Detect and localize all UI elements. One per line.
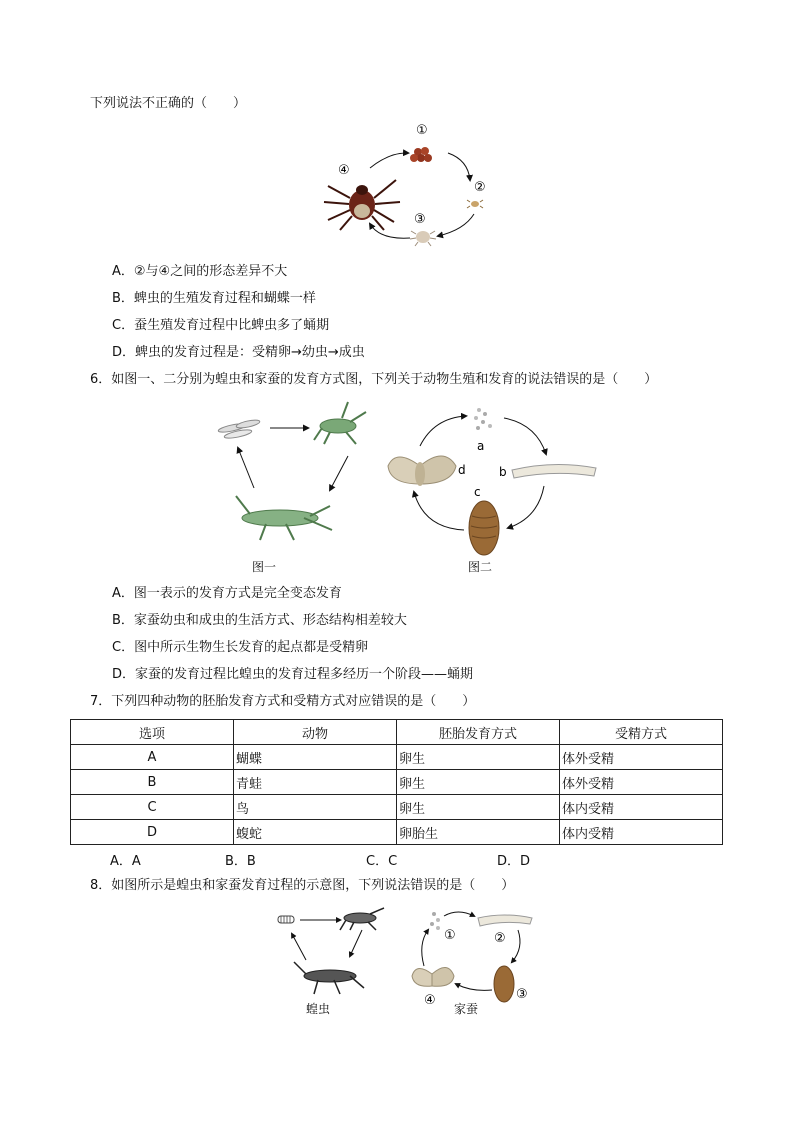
table-row bbox=[71, 795, 723, 820]
table-cell: 体内受精 bbox=[560, 820, 723, 845]
table-cell: 鸟 bbox=[234, 795, 397, 820]
table-cell: B bbox=[71, 770, 234, 795]
silkworm-label-d: d bbox=[458, 463, 466, 477]
table-cell: 体外受精 bbox=[560, 770, 723, 795]
q8-silkworm-figure bbox=[408, 904, 538, 1004]
q8-left-caption: 蝗虫 bbox=[306, 1002, 331, 1016]
tick-label-1: ① bbox=[416, 123, 428, 138]
tick-eggs-icon bbox=[410, 147, 432, 162]
table-cell: A bbox=[71, 745, 234, 770]
locust-development-figure bbox=[210, 398, 370, 548]
q7-option-b[interactable]: B．B bbox=[225, 854, 256, 869]
q6-option-c[interactable]: C．图中所示生物生长发育的起点都是受精卵 bbox=[112, 640, 369, 655]
locust-eggs-icon bbox=[218, 419, 261, 440]
q6-option-d[interactable]: D．家蚕的发育过程比蝗虫的发育过程多经历一个阶段——蛹期 bbox=[112, 667, 474, 682]
silkworm-eggs-icon bbox=[474, 408, 492, 430]
table-cell: 青蛙 bbox=[234, 770, 397, 795]
q7-stem: 7．下列四种动物的胚胎发育方式和受精方式对应错误的是（ ） bbox=[90, 694, 476, 709]
col-header: 受精方式 bbox=[560, 720, 723, 745]
table-cell: 卵生 bbox=[397, 745, 560, 770]
table-cell: 卵生 bbox=[397, 770, 560, 795]
q5-option-c[interactable]: C．蚕生殖发育过程中比蜱虫多了蛹期 bbox=[112, 318, 330, 333]
q8-silkmoth-icon bbox=[412, 967, 454, 986]
q8-label-1: ① bbox=[444, 928, 456, 943]
q5-option-a[interactable]: A．②与④之间的形态差异不大 bbox=[112, 264, 288, 279]
q6-stem: 6．如图一、二分别为蝗虫和家蚕的发育方式图，下列关于动物生殖和发育的说法错误的是（ ） bbox=[90, 372, 658, 387]
q8-label-4: ④ bbox=[424, 993, 436, 1004]
q7-option-d[interactable]: D．D bbox=[497, 854, 531, 869]
q8-silkworm-eggs-icon bbox=[430, 912, 440, 930]
table-row bbox=[71, 820, 723, 845]
q6-option-b[interactable]: B．家蚕幼虫和成虫的生活方式、形态结构相差较大 bbox=[112, 613, 407, 628]
fig2-caption: 图二 bbox=[468, 560, 493, 574]
tick-larva-icon bbox=[467, 200, 483, 208]
q8-stem: 8．如图所示是蝗虫和家蚕发育过程的示意图，下列说法错误的是（ ） bbox=[90, 878, 515, 893]
table-cell: C bbox=[71, 795, 234, 820]
table-header-row bbox=[71, 720, 723, 745]
q5-stem: 下列说法不正确的（ ） bbox=[90, 96, 247, 111]
table-cell: 蝮蛇 bbox=[234, 820, 397, 845]
q8-locust-nymph-icon bbox=[340, 908, 384, 930]
col-header: 胚胎发育方式 bbox=[397, 720, 560, 745]
q8-silkworm-pupa-icon bbox=[494, 966, 514, 1002]
col-header: 选项 bbox=[71, 720, 234, 745]
silkworm-label-a: a bbox=[477, 439, 485, 453]
adult-locust-icon bbox=[236, 496, 332, 540]
table-cell: 体内受精 bbox=[560, 795, 723, 820]
table-cell: D bbox=[71, 820, 234, 845]
tick-adult-icon bbox=[324, 180, 400, 230]
table-row bbox=[71, 745, 723, 770]
q8-right-caption: 家蚕 bbox=[454, 1002, 479, 1016]
q5-option-d[interactable]: D．蜱虫的发育过程是：受精卵→幼虫→成虫 bbox=[112, 345, 365, 360]
tick-nymph-icon bbox=[410, 231, 436, 246]
silkworm-label-b: b bbox=[499, 465, 507, 479]
q7-option-c[interactable]: C．C bbox=[366, 854, 398, 869]
silkworm-pupa-icon bbox=[469, 501, 499, 555]
tick-life-cycle-figure bbox=[318, 118, 498, 248]
silkworm-label-c: c bbox=[474, 485, 481, 499]
q8-locust-figure bbox=[270, 900, 400, 1000]
table-cell: 蝴蝶 bbox=[234, 745, 397, 770]
fig1-caption: 图一 bbox=[252, 560, 277, 574]
silkmoth-icon bbox=[388, 456, 456, 486]
table-cell: 卵生 bbox=[397, 795, 560, 820]
q5-option-b[interactable]: B．蜱虫的生殖发育过程和蝴蝶一样 bbox=[112, 291, 316, 306]
tick-label-2: ② bbox=[474, 180, 486, 195]
silkworm-development-figure bbox=[384, 400, 604, 560]
locust-nymph-icon bbox=[314, 402, 366, 444]
tick-label-4: ④ bbox=[338, 163, 350, 178]
q8-label-2: ② bbox=[494, 931, 506, 946]
q7-option-a[interactable]: A．A bbox=[110, 854, 141, 869]
table-cell: 体外受精 bbox=[560, 745, 723, 770]
q8-locust-eggs-icon bbox=[278, 916, 294, 923]
tick-label-3: ③ bbox=[414, 212, 426, 227]
silkworm-larva-icon bbox=[512, 464, 596, 478]
table-cell: 卵胎生 bbox=[397, 820, 560, 845]
table-row bbox=[71, 770, 723, 795]
col-header: 动物 bbox=[234, 720, 397, 745]
q7-table bbox=[70, 719, 723, 845]
q8-label-3: ③ bbox=[516, 987, 528, 1002]
q8-silkworm-larva-icon bbox=[478, 915, 532, 926]
q6-option-a[interactable]: A．图一表示的发育方式是完全变态发育 bbox=[112, 586, 342, 601]
q8-adult-locust-icon bbox=[294, 962, 364, 994]
